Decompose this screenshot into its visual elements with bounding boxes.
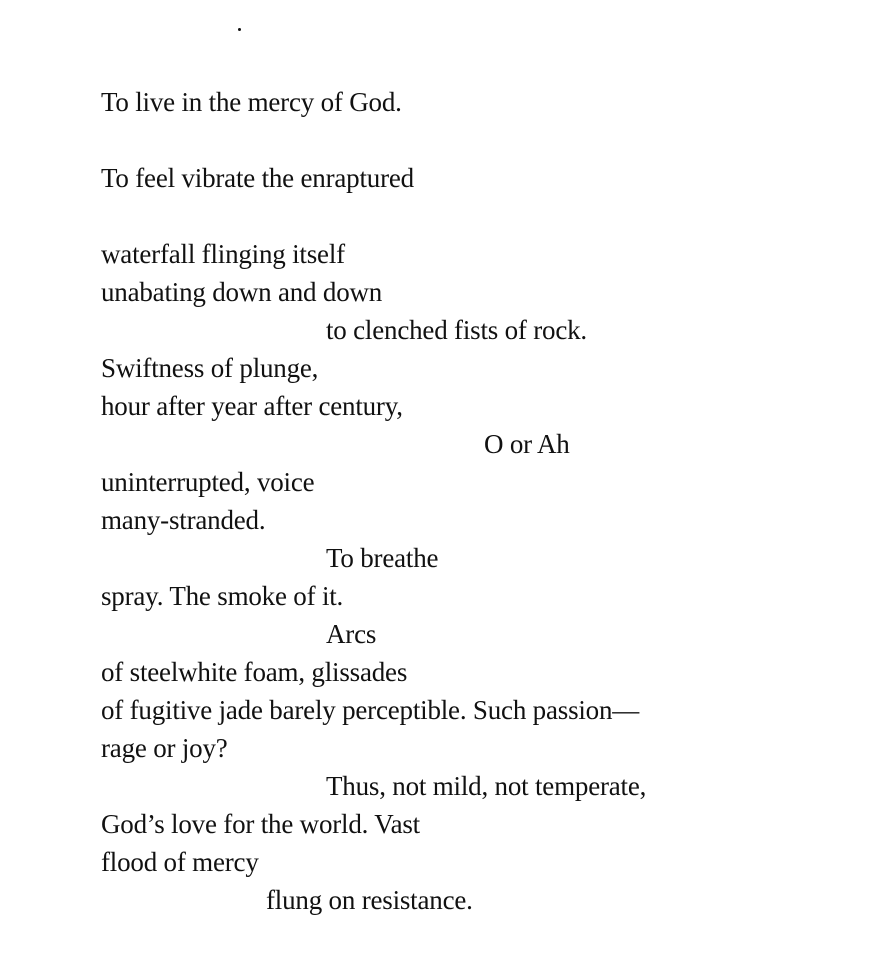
poem-line: To feel vibrate the enraptured	[101, 163, 414, 193]
poem-line: many-stranded.	[101, 505, 266, 535]
poem-line: Thus, not mild, not temperate,	[326, 771, 647, 801]
poem-line: O or Ah	[484, 429, 570, 459]
poem-line: unabating down and down	[101, 277, 383, 307]
poem-line: To breathe	[326, 543, 439, 573]
poem-line: flung on resistance.	[266, 885, 473, 915]
poem-line: Arcs	[326, 619, 377, 649]
poem-line: To live in the mercy of God.	[101, 87, 402, 117]
poem-line: flood of mercy	[101, 847, 259, 877]
poem-line: to clenched fists of rock.	[326, 315, 587, 345]
poem-line: Swiftness of plunge,	[101, 353, 319, 383]
poem-line: of steelwhite foam, glissades	[101, 657, 408, 687]
poem-line: rage or joy?	[101, 733, 228, 763]
poem-line: of fugitive jade barely perceptible. Such passion—	[101, 695, 640, 725]
poem-line: waterfall flinging itself	[101, 239, 345, 269]
poem-line: spray. The smoke of it.	[101, 581, 344, 611]
page-dot-mark	[238, 28, 241, 31]
poem-line: uninterrupted, voice	[101, 467, 315, 497]
poem-line: God’s love for the world. Vast	[101, 809, 420, 839]
poem-line: hour after year after century,	[101, 391, 403, 421]
